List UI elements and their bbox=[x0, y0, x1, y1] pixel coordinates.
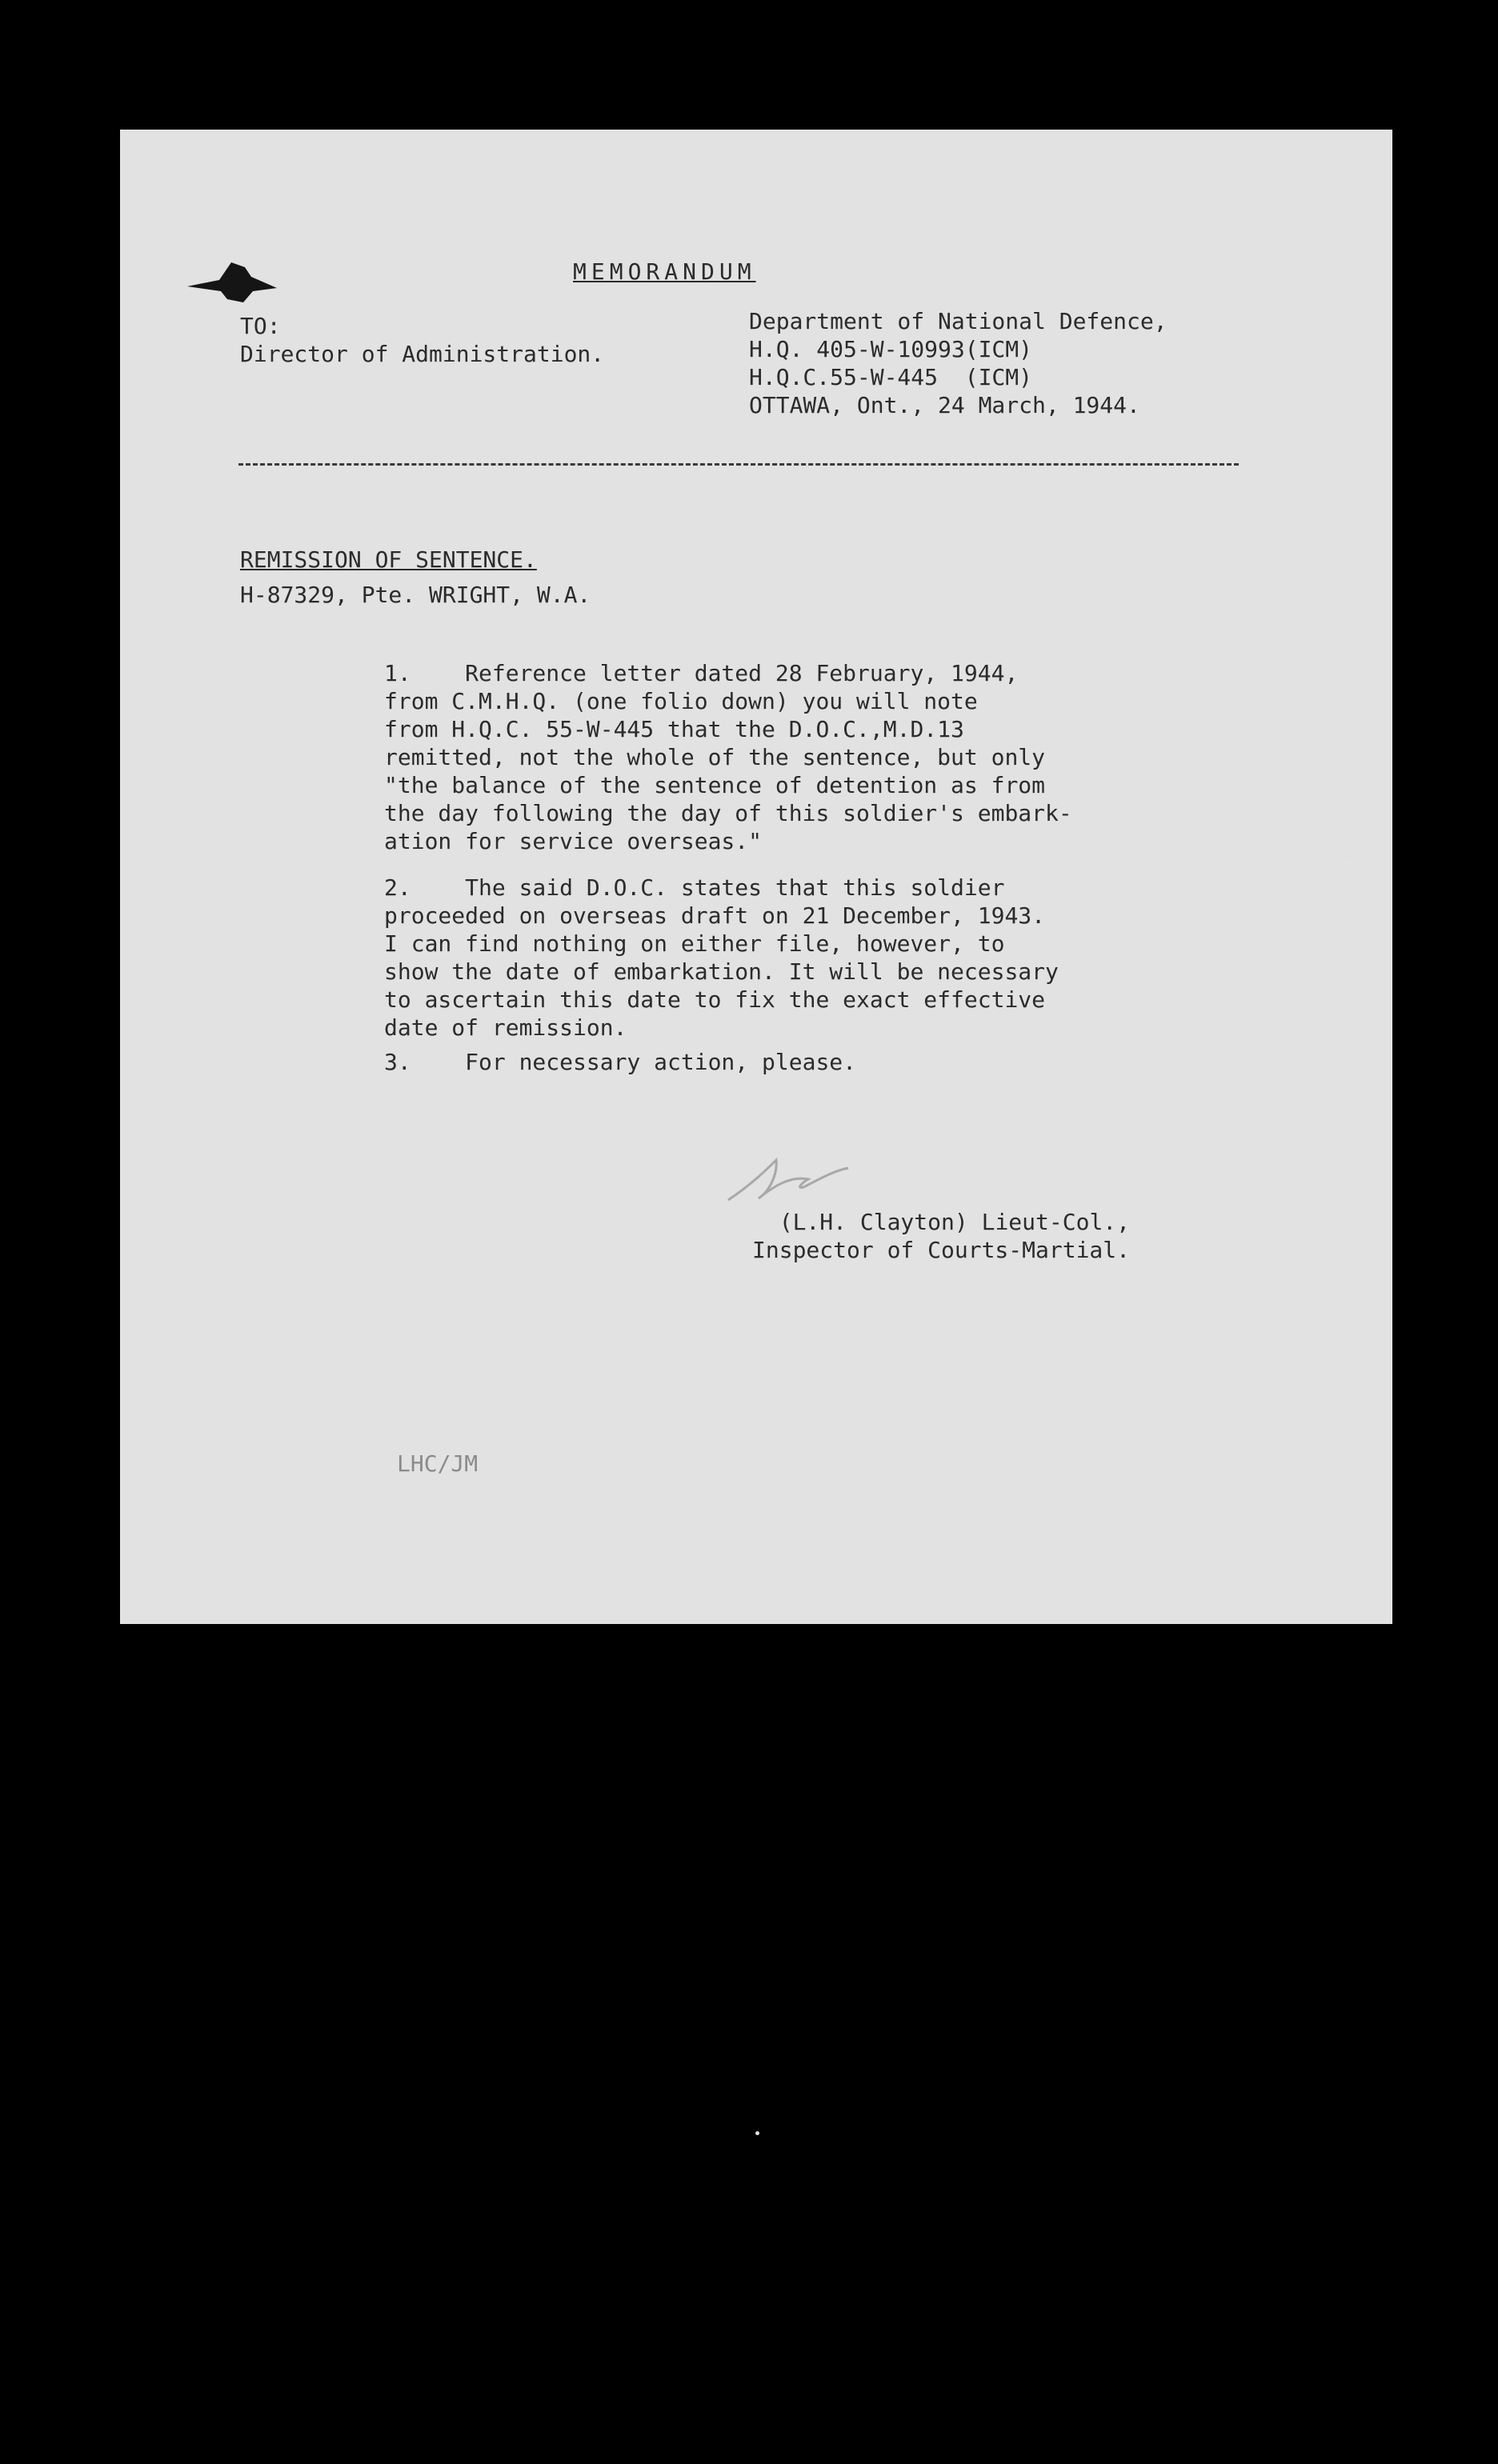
to-label: TO: bbox=[240, 313, 281, 339]
typist-initials: LHC/JM bbox=[397, 1450, 479, 1477]
subject-heading: REMISSION OF SENTENCE. bbox=[240, 546, 537, 573]
paragraph-1: 1. Reference letter dated 28 February, 1944, from C.M.H.Q. (one folio down) you will note from H.Q.C. 55-W-445 that the D.O.C.,M.D.13 remitted, not the whole of the sentence, but only "the balance of the sentence of detention as from the day following the day of this soldier's embark- ation for service overseas." bbox=[384, 660, 1072, 854]
signature-icon bbox=[720, 1152, 864, 1208]
speck-mark bbox=[1348, 854, 1352, 858]
memo-page bbox=[120, 130, 1392, 1624]
memo-title: MEMORANDUM bbox=[573, 258, 756, 285]
subject-soldier: H-87329, Pte. WRIGHT, W.A. bbox=[240, 582, 591, 608]
signature-block bbox=[752, 1208, 1130, 1264]
place-date: OTTAWA, Ont., 24 March, 1944. bbox=[749, 392, 1140, 418]
speck-mark bbox=[755, 2131, 759, 2135]
file-ref-2: H.Q.C.55-W-445 (ICM) bbox=[749, 364, 1033, 390]
signatory-name: (L.H. Clayton) Lieut-Col., bbox=[779, 1209, 1131, 1235]
signatory-title: Inspector of Courts-Martial. bbox=[752, 1237, 1131, 1263]
to-recipient: Director of Administration. bbox=[240, 341, 605, 367]
paragraph-2: 2. The said D.O.C. states that this soldier proceeded on overseas draft on 21 December, 1943. I can find nothing on either file, however, to show the date of embarkation. It will be necessary to ascertain this date to fix the exact effective date of remission. bbox=[384, 874, 1059, 1041]
paragraph-3: 3. For necessary action, please. bbox=[384, 1049, 857, 1075]
recipient-block bbox=[240, 312, 604, 368]
reference-block bbox=[749, 307, 1168, 419]
punch-mark-icon bbox=[187, 256, 283, 312]
file-ref-1: H.Q. 405-W-10993(ICM) bbox=[749, 336, 1033, 362]
divider-rule bbox=[238, 463, 1239, 466]
department: Department of National Defence, bbox=[749, 308, 1168, 334]
